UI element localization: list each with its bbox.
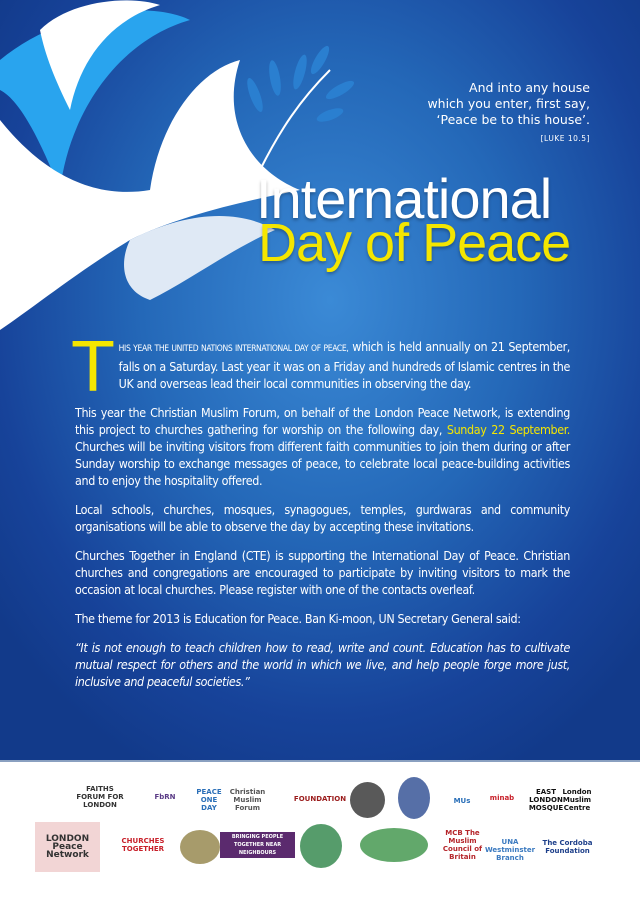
logo-minab: minab	[489, 794, 515, 802]
logo-mcb: MCB The Muslim Council of Britain	[442, 829, 483, 861]
logo-churches-together: CHURCHES TOGETHER	[121, 837, 165, 853]
paragraph-4: Churches Together in England (CTE) is supporting the International Day of Peace. Christian churches and congregations are encouraged to participate by inviting visitors to mark the occasion at local churches. Please register with one of the contacts overleaf.	[75, 548, 570, 597]
title-line-2: Day of Peace	[258, 213, 571, 273]
partner-logos	[0, 760, 640, 898]
small-caps-lead: HIS YEAR THE UNITED NATIONS INTERNATIONAL DAY OF PEACE,	[118, 344, 349, 354]
logo-london-peace-network: LONDON Peace Network	[35, 822, 100, 872]
logo-london-muslim-centre: London Muslim Centre	[562, 788, 592, 812]
quote: “It is not enough to teach children how to read, write and count. Education has to cultivate mutual respect for others and the world in which we live, and help people forge more just, inclusive and peaceful societies.”	[75, 640, 570, 689]
logo-mosque-arch	[398, 777, 430, 819]
paragraph-5: The theme for 2013 is Education for Peace. Ban Ki-moon, UN Secretary General said:	[75, 611, 521, 626]
logo-interfaith-circle	[180, 830, 220, 864]
verse-reference: [LUKE 10.5]	[540, 134, 590, 143]
logo-cordoba: The Cordoba Foundation	[542, 839, 593, 855]
body-text	[71, 327, 570, 702]
paragraph-2	[75, 404, 570, 489]
logo-faiths-forum: FAITHS FORUM FOR LONDON	[76, 785, 124, 809]
verse-line: which you enter, first say,	[427, 96, 590, 111]
verse-line: And into any house	[469, 80, 590, 95]
logo-una: UNA Westminster Branch	[484, 838, 536, 862]
logo-green-calligraphy	[360, 828, 428, 862]
paragraph-text: which is held annually on 21 September, falls on a Saturday. Last year it was on a Friday and hundreds of Islamic centres in the UK and overseas lead their local communities in observing the day.	[118, 339, 570, 391]
logo-fbrn: FbRN	[154, 793, 176, 801]
logo-emblem	[300, 824, 342, 868]
title-line-1: International	[256, 167, 552, 230]
logo-foundation: FOUNDATION	[293, 795, 347, 803]
paragraph-1	[71, 327, 570, 407]
logo-east-london-mosque: EAST LONDON MOSQUE	[528, 788, 564, 812]
bible-verse	[427, 80, 590, 147]
paragraph-text: This year the Christian Muslim Forum, on behalf of the London Peace Network, is extending this project to churches gathering for worship on the following day,	[75, 405, 570, 437]
verse-line: ‘Peace be to this house’.	[436, 112, 590, 127]
highlight-date: Sunday 22 September.	[446, 422, 570, 437]
logo-peace-one-day: PEACE ONE DAY	[196, 788, 222, 812]
logo-christian-muslim-forum: Christian Muslim Forum	[229, 788, 266, 812]
logo-dove-rings	[350, 782, 385, 818]
drop-cap: T	[71, 327, 115, 407]
paragraph-text: Churches will be inviting visitors from different faith communities to join them during or after Sunday worship to exchange messages of peace, to celebrate local peace-building activities and to enjoy the hospitality offered.	[75, 439, 570, 488]
paragraph-3: Local schools, churches, mosques, synagogues, temples, gurdwaras and community organisations will be able to observe the day by accepting these invitations.	[75, 502, 570, 534]
olive-branch-icon	[244, 44, 356, 170]
logo-near-neighbours: BRINGING PEOPLE TOGETHER NEAR NEIGHBOURS	[220, 832, 295, 858]
logo-mus: MUs	[453, 797, 471, 805]
